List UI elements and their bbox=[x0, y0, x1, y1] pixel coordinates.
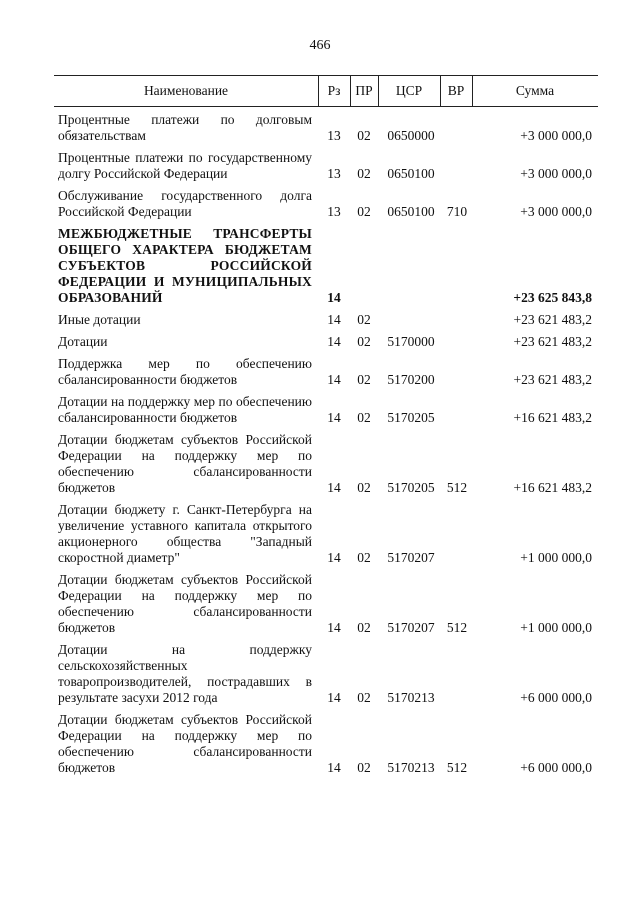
row-csr: 5170207 bbox=[387, 620, 435, 635]
table-row bbox=[54, 356, 598, 388]
table-row bbox=[54, 312, 598, 328]
table-row bbox=[54, 188, 598, 220]
row-rz: 13 bbox=[327, 128, 341, 143]
row-rz: 13 bbox=[327, 166, 341, 181]
row-pr: 02 bbox=[357, 480, 371, 495]
header-sum: Сумма bbox=[515, 83, 555, 98]
row-csr: 5170000 bbox=[387, 334, 435, 349]
header-name: Наименование bbox=[143, 83, 229, 98]
row-name: Дотации на поддержку мер по обеспечению сбалансированности бюджетов bbox=[58, 394, 312, 425]
row-pr: 02 bbox=[357, 620, 371, 635]
row-pr: 02 bbox=[357, 166, 371, 181]
row-pr: 02 bbox=[357, 372, 371, 387]
row-rz: 13 bbox=[327, 204, 341, 219]
row-pr: 02 bbox=[357, 550, 371, 565]
header-vr: ВР bbox=[447, 83, 465, 98]
row-csr: 5170207 bbox=[387, 550, 435, 565]
row-csr: 5170213 bbox=[387, 760, 435, 775]
header-rz: Рз bbox=[327, 83, 341, 98]
row-rz: 14 bbox=[327, 480, 341, 495]
row-name: Дотации на поддержку сельскохозяйственных товаропроизводителей, пострадавших в результате засухи 2012 года bbox=[58, 642, 312, 705]
row-rz: 14 bbox=[327, 410, 341, 425]
row-name: Процентные платежи по государственному долгу Российской Федерации bbox=[58, 150, 312, 181]
row-name: Дотации бюджетам субъектов Российской Федерации на поддержку мер по обеспечению сбалансированности бюджетов bbox=[58, 572, 312, 635]
row-pr: 02 bbox=[357, 690, 371, 705]
row-sum: +23 621 483,2 bbox=[513, 372, 592, 387]
row-sum: +6 000 000,0 bbox=[520, 690, 592, 705]
table-row bbox=[54, 432, 598, 496]
table-row bbox=[54, 334, 598, 350]
row-sum: +3 000 000,0 bbox=[520, 166, 592, 181]
row-rz: 14 bbox=[327, 372, 341, 387]
row-rz: 14 bbox=[327, 290, 341, 305]
row-name: Обслуживание государственного долга Российской Федерации bbox=[58, 188, 312, 219]
row-rz: 14 bbox=[327, 620, 341, 635]
header-pr: ПР bbox=[355, 83, 373, 98]
row-pr: 02 bbox=[357, 312, 371, 327]
row-vr: 710 bbox=[446, 204, 468, 219]
header-csr: ЦСР bbox=[395, 83, 423, 98]
row-csr: 5170200 bbox=[387, 372, 435, 387]
row-pr: 02 bbox=[357, 760, 371, 775]
row-rz: 14 bbox=[327, 334, 341, 349]
row-name: Иные дотации bbox=[58, 312, 141, 327]
table-row bbox=[54, 150, 598, 182]
table-row bbox=[54, 502, 598, 566]
row-rz: 14 bbox=[327, 550, 341, 565]
row-sum: +3 000 000,0 bbox=[520, 128, 592, 143]
row-name: Дотации бюджетам субъектов Российской Федерации на поддержку мер по обеспечению сбалансированности бюджетов bbox=[58, 712, 312, 775]
table-row-section bbox=[54, 226, 598, 306]
row-csr: 5170205 bbox=[387, 410, 435, 425]
row-pr: 02 bbox=[357, 334, 371, 349]
row-sum: +16 621 483,2 bbox=[513, 410, 592, 425]
row-sum: +23 625 843,8 bbox=[513, 290, 592, 305]
table-row bbox=[54, 642, 598, 706]
row-csr: 5170213 bbox=[387, 690, 435, 705]
row-pr: 02 bbox=[357, 128, 371, 143]
table-header bbox=[54, 75, 598, 107]
row-pr: 02 bbox=[357, 204, 371, 219]
row-sum: +1 000 000,0 bbox=[520, 550, 592, 565]
table-row bbox=[54, 572, 598, 636]
row-vr: 512 bbox=[446, 760, 468, 775]
row-sum: +16 621 483,2 bbox=[513, 480, 592, 495]
row-csr: 0650000 bbox=[387, 128, 435, 143]
table-row bbox=[54, 394, 598, 426]
row-sum: +3 000 000,0 bbox=[520, 204, 592, 219]
row-sum: +1 000 000,0 bbox=[520, 620, 592, 635]
row-rz: 14 bbox=[327, 690, 341, 705]
budget-table-body bbox=[54, 112, 598, 782]
row-csr: 5170205 bbox=[387, 480, 435, 495]
row-vr: 512 bbox=[446, 620, 468, 635]
page-number: 466 bbox=[309, 38, 331, 53]
row-name: МЕЖБЮДЖЕТНЫЕ ТРАНСФЕРТЫ ОБЩЕГО ХАРАКТЕРА БЮДЖЕТАМ СУБЪЕКТОВ РОССИЙСКОЙ ФЕДЕРАЦИИ И МУНИЦИПАЛЬНЫХ ОБРАЗОВАНИЙ bbox=[58, 226, 312, 305]
row-vr: 512 bbox=[446, 480, 468, 495]
table-row bbox=[54, 112, 598, 144]
row-sum: +23 621 483,2 bbox=[513, 312, 592, 327]
row-sum: +6 000 000,0 bbox=[520, 760, 592, 775]
row-sum: +23 621 483,2 bbox=[513, 334, 592, 349]
table-row bbox=[54, 712, 598, 776]
row-name: Дотации bbox=[58, 334, 108, 349]
row-pr: 02 bbox=[357, 410, 371, 425]
row-name: Поддержка мер по обеспечению сбалансированности бюджетов bbox=[58, 356, 312, 387]
row-name: Дотации бюджетам субъектов Российской Федерации на поддержку мер по обеспечению сбалансированности бюджетов bbox=[58, 432, 312, 495]
row-name: Процентные платежи по долговым обязательствам bbox=[58, 112, 312, 143]
row-name: Дотации бюджету г. Санкт-Петербурга на увеличение уставного капитала открытого акционерного общества "Западный скоростной диаметр" bbox=[58, 502, 312, 565]
row-csr: 0650100 bbox=[387, 166, 435, 181]
row-rz: 14 bbox=[327, 760, 341, 775]
row-csr: 0650100 bbox=[387, 204, 435, 219]
row-rz: 14 bbox=[327, 312, 341, 327]
